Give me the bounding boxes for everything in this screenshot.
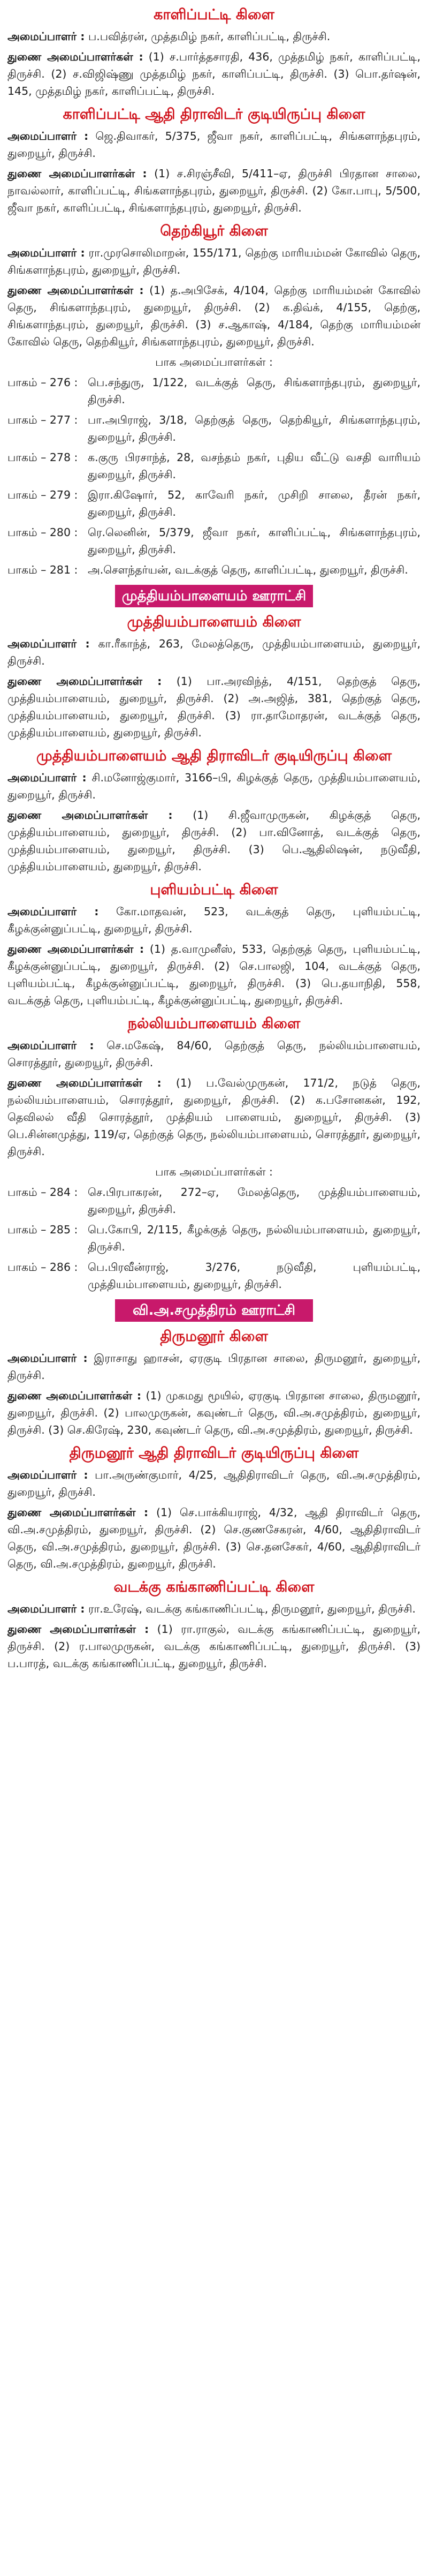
member-details: (1) ப.வேல்முருகன், 171/2, நடுத் தெரு, நல்லியம்பாளையம், சொரத்தூர், துறையூர், திருச்சி. (2) க.பசோனகன், 192, தெவிலல் வீதி சொரத்தூர், முத்தியம் பாளையம், துறையூர், திருச்சி. (3) பெ.சின்னமுத்து, 119/ஏ, தெற்குத் தெரு, நல்லியம்பாளையம், சொரத்தூர், துறையூர், திருச்சி.: [7, 1076, 421, 1158]
booth-number: பாகம் – 285 :: [7, 1223, 78, 1236]
role-label: துணை அமைப்பாளர்கள் :: [7, 943, 144, 955]
member-details: பா.அருண்குமார், 4/25, ஆதிதிராவிடர் தெரு, வி.அ.சமுத்திரம், துறையூர், திருச்சி.: [7, 1468, 421, 1498]
member-entry: [7, 1037, 421, 1071]
panchayat-banner: வி.அ.சமுத்திரம் ஊராட்சி: [115, 1299, 313, 1322]
member-entry: [7, 282, 421, 350]
booth-number: பாகம் – 280 :: [7, 526, 78, 539]
branch-heading: முத்தியம்பாளையம் கிளை: [127, 614, 301, 630]
branch-heading: முத்தியம்பாளையம் ஆதி திராவிடர் குடியிருப்பு கிளை: [36, 748, 392, 764]
member-details: கோ.மாதவன், 523, வடக்குத் தெரு, புளியம்பட்டி, கீழக்குன்னுப்பட்டி, துறையூர், திருச்சி.: [7, 905, 421, 935]
member-entry: [7, 769, 421, 803]
booth-organisers-heading: பாக அமைப்பாளர்கள் :: [155, 356, 273, 368]
role-label: அமைப்பாளர் :: [7, 1602, 85, 1615]
member-details: ஜெ.திவாகர், 5/375, ஜீவா நகர், காளிப்பட்டி, சிங்களாந்தபுரம், துறையூர், திருச்சி.: [7, 130, 421, 160]
booth-entry: [7, 1221, 421, 1255]
role-label: துணை அமைப்பாளர்கள் :: [7, 675, 162, 688]
member-entry: [7, 1074, 421, 1160]
branch-heading: வடக்கு கங்காணிப்பட்டி கிளை: [113, 1579, 315, 1595]
booth-entry: [7, 1259, 421, 1293]
role-label: அமைப்பாளர் :: [7, 771, 87, 784]
member-details: (1) த.அபிசேக், 4/104, தெற்கு மாரியம்மன் கோவில் தெரு, சிங்களாந்தபுரம், துறையூர், திருச்சி. (2) க.திவ்க், 4/155, தெற்கு, சிங்களாந்தபுரம், துறையூர், திருச்சி. (3) ச.ஆகாஷ், 4/184, தெற்கு மாரியம்மன் கோவில் தெரு, தெற்கியூர், சிங்களாந்தபுரம், துறையூர், திருச்சி.: [7, 284, 421, 348]
booth-number: பாகம் – 284 :: [7, 1186, 78, 1199]
booth-entry: [7, 374, 421, 408]
member-details: (1) முகமது மூயில், ஏரகுடி பிரதான சாலை, திருமனூர், துறையூர், திருச்சி. (2) பாலமுருகன், கவுண்டர் தெரு, வி.அ.சமுத்திரம், துறையூர், திருச்சி. (3) செ.கிரேஷ், 230, கவுண்டர் தெரு, வி.அ.சமுத்திரம், துறையூர், திருச்சி.: [7, 1389, 421, 1436]
member-details: சி.மனோஜ்குமார், 3166–பி, கிழக்குத் தெரு, முத்தியம்பாளையம், துறையூர், திருச்சி.: [7, 771, 421, 801]
member-entry: [7, 1600, 421, 1617]
role-label: அமைப்பாளர் :: [7, 1039, 94, 1052]
role-label: துணை அமைப்பாளர்கள் :: [7, 1389, 142, 1402]
role-label: துணை அமைப்பாளர்கள் :: [7, 1623, 149, 1636]
booth-entry: [7, 411, 421, 446]
member-entry: [7, 244, 421, 278]
member-details: ரா.முரசொலிமாறன், 155/171, தெற்கு மாரியம்மன் கோவில் தெரு, சிங்களாந்தபுரம், துறையூர், திருச்சி.: [7, 246, 421, 276]
member-details: (1) சி.ஜீவாமுருகன், கிழக்குத் தெரு, முத்தியம்பாளையம், துறையூர், திருச்சி. (2) பா.வினோத், வடக்குத் தெரு, முத்தியம்பாளையம், துறையூர், திருச்சி. (3) பெ.ஆதிலிஷன், நடுவீதி, முத்தியம்பாளையம், துறையூர், திருச்சி.: [7, 809, 421, 873]
member-details: (1) செ.பாக்கியராஜ், 4/32, ஆதி திராவிடர் தெரு, வி.அ.சமுத்திரம், துறையூர், திருச்சி. (2) செ.குணசேகரன், 4/60, ஆதிதிராவிடர் தெரு, வி.அ.சமுத்திரம், துறையூர், திருச்சி. (3) செ.தனசேகர், 4/60, ஆதிதிராவிடர் தெரு, வி.அ.சமுத்திரம், துறையூர், திருச்சி.: [7, 1506, 421, 1570]
member-details: செ.மகேஷ், 84/60, தெற்குத் தெரு, நல்லியம்பாளையம், சொரத்தூர், துறையூர், திருச்சி.: [7, 1039, 421, 1069]
role-label: துணை அமைப்பாளர்கள் :: [7, 1076, 162, 1089]
booth-organiser-details: பெ.பிரவீன்ராஜ், 3/276, நடுவீதி, புளியம்பட்டி, முத்தியம்பாளையம், துறையூர், திருச்சி.: [88, 1261, 421, 1291]
booth-organiser-details: இரா.கிஷோர், 52, காவேரி நகர், முசிறி சாலை, தீரன் நகர், துறையூர், திருச்சி.: [88, 488, 421, 518]
role-label: அமைப்பாளர் :: [7, 130, 89, 142]
role-label: துணை அமைப்பாளர்கள் :: [7, 50, 143, 63]
booth-organiser-details: பா.அபிராஜ், 3/18, தெற்குத் தெரு, தெற்கியூர், சிங்களாந்தபுரம், துறையூர், திருச்சி.: [88, 413, 421, 443]
member-entry: [7, 940, 421, 1009]
member-details: (1) ரா.ராகுல், வடக்கு கங்காணிப்பட்டி, துறையூர், திருச்சி. (2) ர.பாலமுருகன், வடக்கு கங்காணிப்பட்டி, துறையூர், திருச்சி. (3) ப.பாரத், வடக்கு கங்காணிப்பட்டி, துறையூர், திருச்சி.: [7, 1623, 421, 1670]
role-label: துணை அமைப்பாளர்கள் :: [7, 167, 147, 180]
member-details: கா.ரீகாந்த், 263, மேலத்தெரு, முத்தியம்பாளையம், துறையூர், திருச்சி.: [7, 637, 421, 667]
booth-organiser-details: ரெ.லெனின், 5/379, ஜீவா நகர், காளிப்பட்டி, சிங்களாந்தபுரம், துறையூர், திருச்சி.: [88, 526, 421, 556]
booth-organisers-heading: பாக அமைப்பாளர்கள் :: [155, 1165, 273, 1178]
role-label: அமைப்பாளர் :: [7, 30, 85, 43]
role-label: அமைப்பாளர் :: [7, 905, 99, 918]
booth-entry: [7, 486, 421, 521]
booth-organiser-details: செ.பிரபாகரன், 272–ஏ, மேலத்தெரு, முத்தியம்பாளையம், துறையூர், திருச்சி.: [88, 1186, 421, 1216]
member-entry: [7, 1466, 421, 1501]
booth-number: பாகம் – 277 :: [7, 413, 78, 426]
booth-entry: [7, 1184, 421, 1218]
booth-organiser-details: பெ.கோபி, 2/115, கீழக்குத் தெரு, நல்லியம்பாளையம், துறையூர், திருச்சி.: [88, 1223, 421, 1253]
booth-number: பாகம் – 278 :: [7, 451, 78, 464]
member-entry: [7, 28, 421, 45]
branch-heading: காளிப்பட்டி ஆதி திராவிடர் குடியிருப்பு கிளை: [63, 106, 365, 123]
branch-heading: திருமனூர் ஆதி திராவிடர் குடியிருப்பு கிளை: [69, 1445, 359, 1462]
booth-organiser-details: க.குரு பிரசாந்த், 28, வசந்தம் நகர், புதிய வீட்டு வசதி வாரியம் துறையூர், திருச்சி.: [88, 451, 421, 481]
booth-organiser-details: பெ.சந்துரு, 1/122, வடக்குத் தெரு, சிங்களாந்தபுரம், துறையூர், திருச்சி.: [88, 376, 421, 406]
branch-heading: தெற்கியூர் கிளை: [160, 223, 268, 239]
member-entry: [7, 673, 421, 741]
member-details: இராசாது ஹாசன், ஏரகுடி பிரதான சாலை, திருமனூர், துறையூர், திருச்சி.: [7, 1352, 421, 1382]
branch-heading: திருமனூர் கிளை: [160, 1328, 268, 1345]
member-entry: [7, 1387, 421, 1438]
member-entry: [7, 807, 421, 875]
member-entry: [7, 165, 421, 216]
booth-number: பாகம் – 276 :: [7, 376, 78, 389]
member-entry: [7, 635, 421, 669]
member-details: ரா.உரேஷ், வடக்கு கங்காணிப்பட்டி, திருமனூர், துறையூர், திருச்சி.: [85, 1602, 416, 1615]
branch-heading: புளியம்பட்டி கிளை: [150, 882, 278, 898]
member-entry: [7, 1621, 421, 1672]
role-label: துணை அமைப்பாளர்கள் :: [7, 1506, 149, 1519]
booth-organiser-details: அ.சௌந்தர்யன், வடக்குத் தெரு, காளிப்பட்டி, துறையூர், திருச்சி.: [88, 563, 408, 576]
booth-number: பாகம் – 279 :: [7, 488, 78, 501]
role-label: அமைப்பாளர் :: [7, 637, 90, 650]
panchayat-banner: முத்தியம்பாளையம் ஊராட்சி: [115, 585, 313, 607]
booth-number: பாகம் – 286 :: [7, 1261, 78, 1274]
member-details: (1) ச.சிரஞ்சீவி, 5/411–ஏ, திருச்சி பிரதான சாலை, நாவல்லார், காளிப்பட்டி, சிங்களாந்தபுரம், துறையூர், திருச்சி. (2) கோ.பாபு, 5/500, ஜீவா நகர், காளிப்பட்டி, சிங்களாந்தபுரம், துறையூர், திருச்சி.: [7, 167, 421, 214]
booth-entry: [7, 524, 421, 558]
member-entry: [7, 1350, 421, 1384]
role-label: அமைப்பாளர் :: [7, 246, 85, 259]
member-entry: [7, 48, 421, 100]
member-details: (1) த.வாமுனீஸ், 533, தெற்குத் தெரு, புளியம்பட்டி, கீழக்குன்னுப்பட்டி, துறையூர், திருச்சி. (2) செ.பாலஜி, 104, வடக்குத் தெரு, புளியம்பட்டி, கீழக்குன்னுப்பட்டி, துறையூர், திருச்சி. (3) பெ.தயாநிதி, 558, வடக்குத் தெரு, புளியம்பட்டி, கீழக்குன்னுப்பட்டி, துறையூர், திருச்சி.: [7, 943, 421, 1007]
role-label: அமைப்பாளர் :: [7, 1468, 88, 1481]
member-details: (1) ச.பார்த்தசாரதி, 436, முத்தமிழ் நகர், காளிப்பட்டி, திருச்சி. (2) ச.விஜிஷ்ணு முத்தமிழ் நகர், காளிப்பட்டி, திருச்சி. (3) பொ.தர்ஷன், 145, முத்தமிழ் நகர், காளிப்பட்டி, திருச்சி.: [7, 50, 421, 97]
branch-heading: காளிப்பட்டி கிளை: [154, 6, 274, 23]
member-entry: [7, 903, 421, 937]
role-label: துணை அமைப்பாளர்கள் :: [7, 809, 173, 822]
role-label: துணை அமைப்பாளர்கள் :: [7, 284, 144, 297]
member-details: (1) பா.அரவிந்த், 4/151, தெற்குத் தெரு, முத்தியம்பாளையம், துறையூர், திருச்சி. (2) அ.அஜித், 381, தெற்குத் தெரு, முத்தியம்பாளையம், துறையூர், திருச்சி. (3) ரா.தாமோதரன், வடக்குத் தெரு, முத்தியம்பாளையம், துறையூர், திருச்சி.: [7, 675, 421, 739]
branch-heading: நல்லியம்பாளையம் கிளை: [127, 1015, 301, 1032]
booth-entry: [7, 449, 421, 483]
member-entry: [7, 1504, 421, 1572]
member-entry: [7, 127, 421, 162]
document-page: [0, 5, 428, 2576]
booth-number: பாகம் – 281 :: [7, 563, 78, 576]
member-details: ப.பவித்ரன், முத்தமிழ் நகர், காளிப்பட்டி, திருச்சி.: [85, 30, 331, 43]
booth-entry: [7, 561, 421, 578]
role-label: அமைப்பாளர் :: [7, 1352, 88, 1365]
